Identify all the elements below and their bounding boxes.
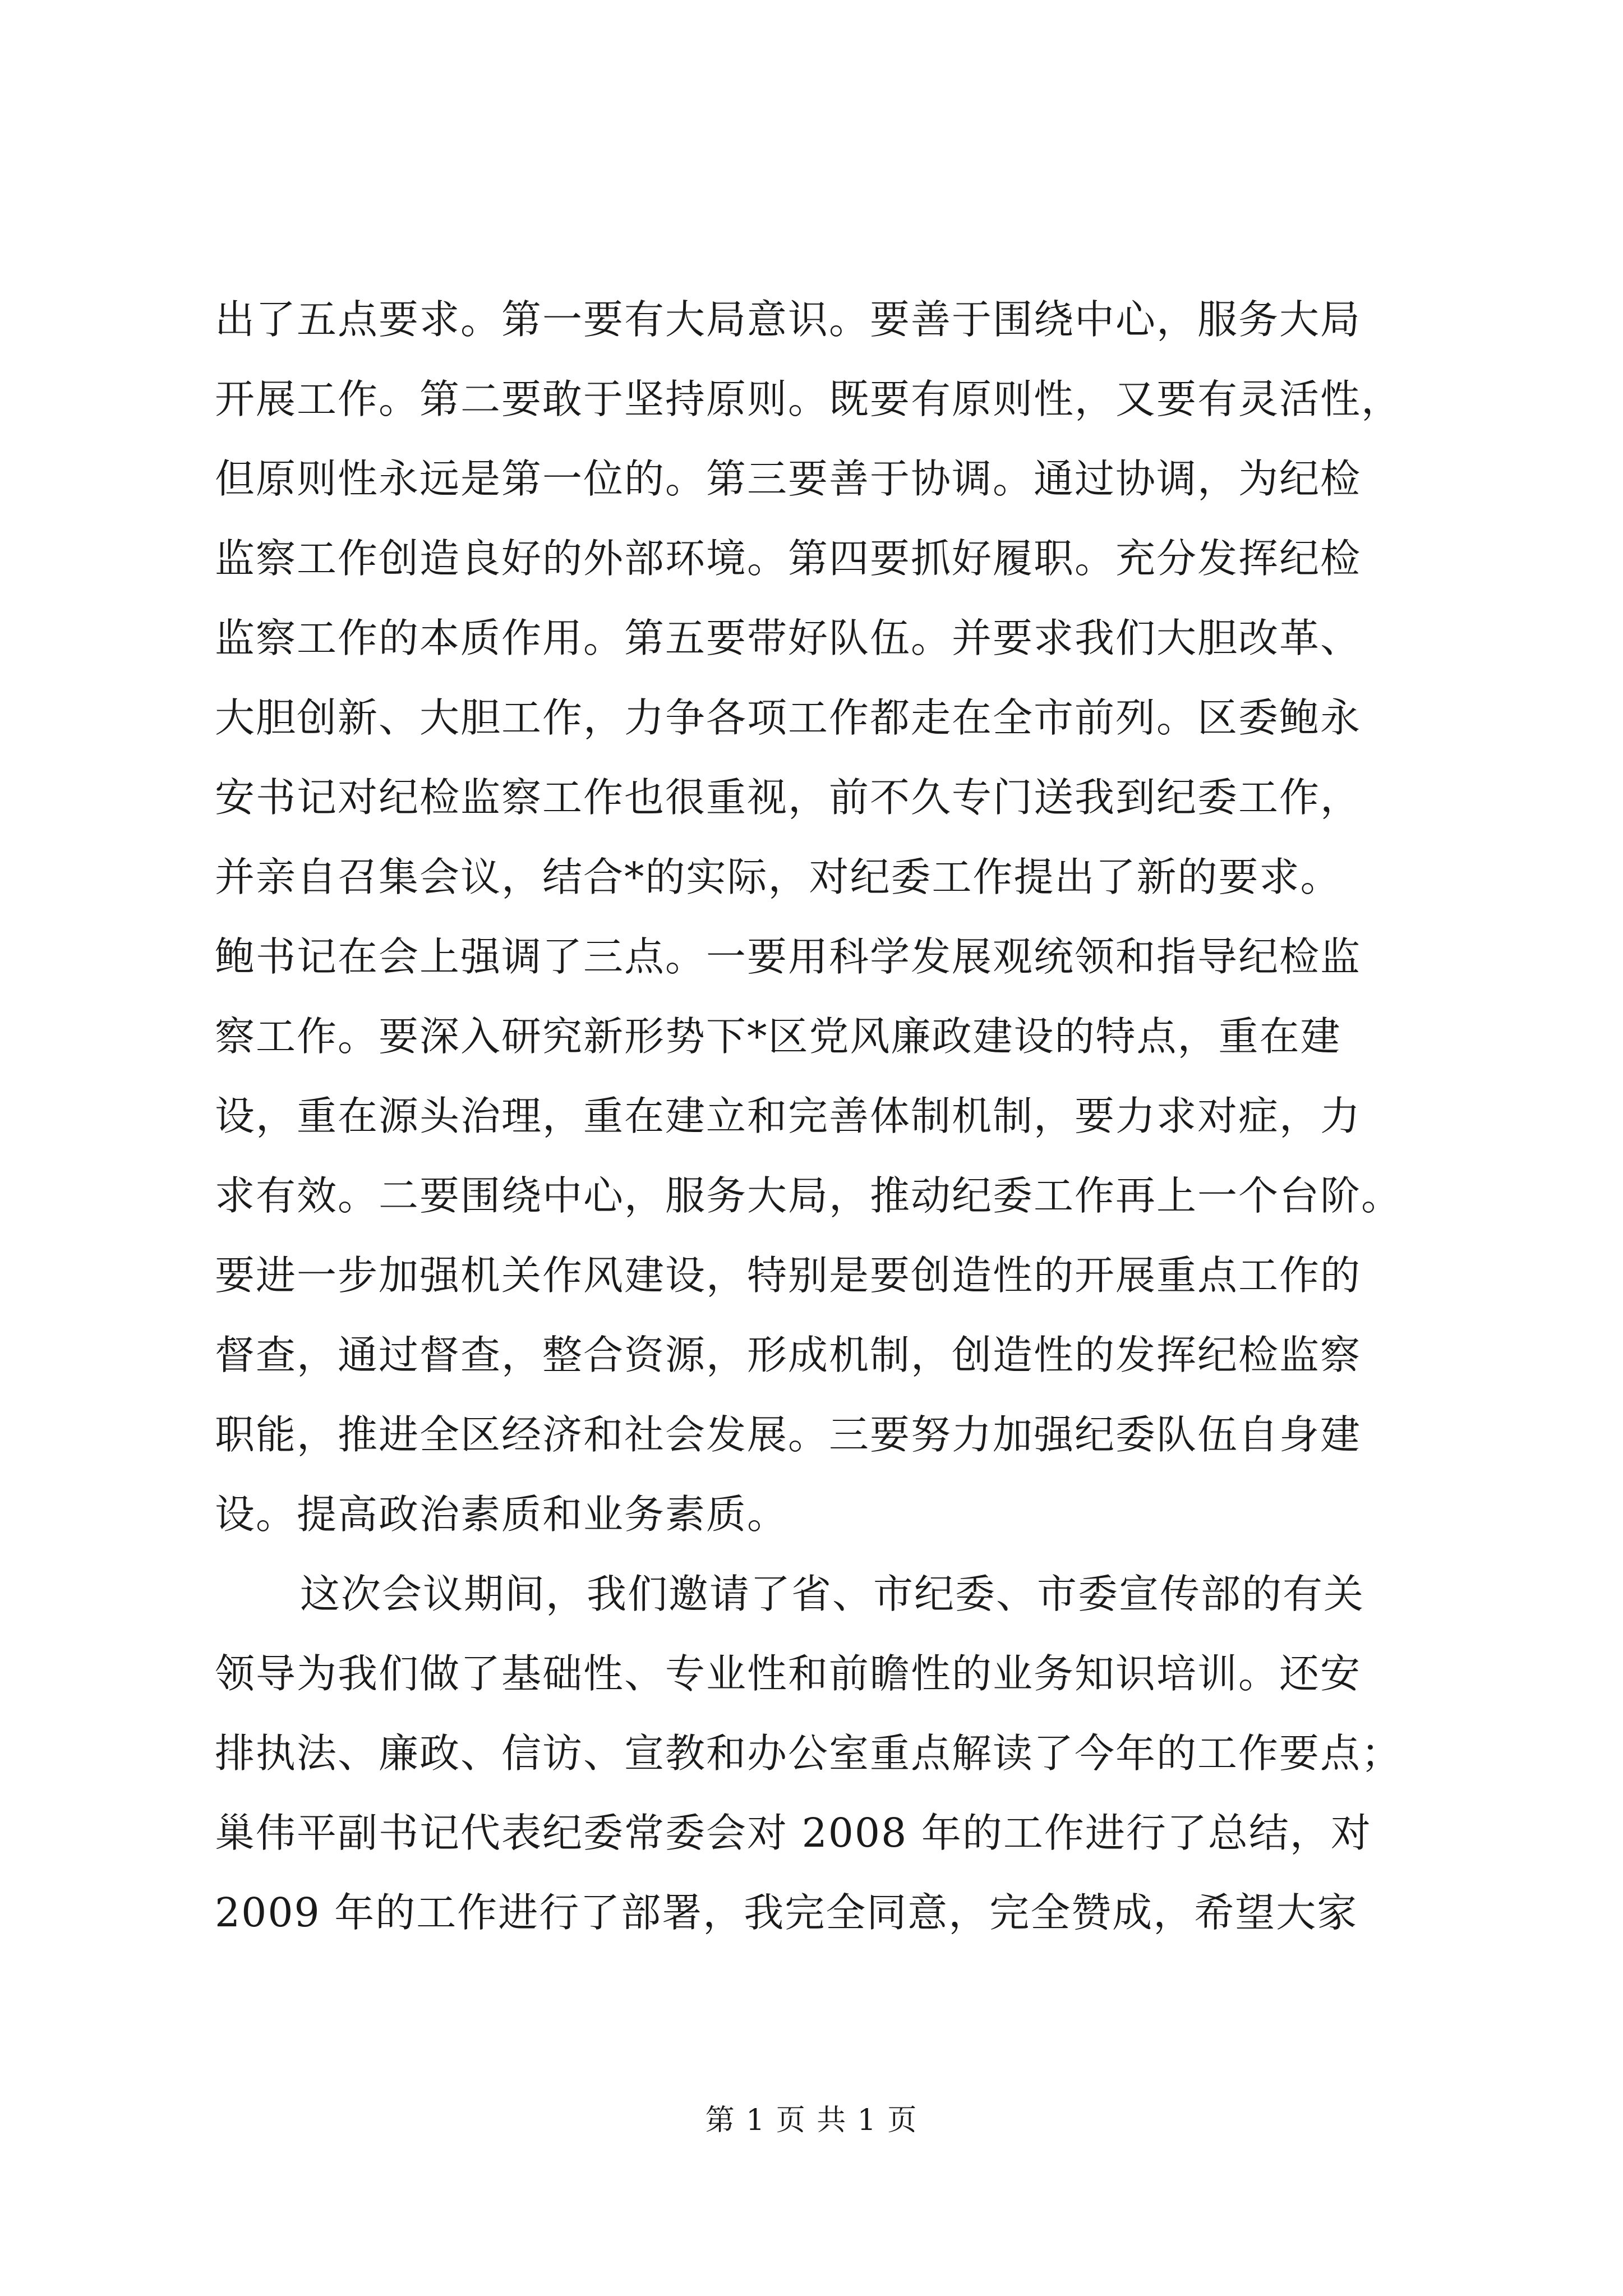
text-line: 设。提高政治素质和业务素质。 <box>215 1491 789 1538</box>
page-footer: 第 1 页 共 1 页 <box>705 2104 918 2137</box>
text-line: 巢伟平副书记代表纪委常委会对 2008 年的工作进行了总结，对 <box>215 1810 1372 1856</box>
text-line: 设，重在源头治理，重在建立和完善体制机制，要力求对症，力 <box>215 1093 1362 1139</box>
text-line: 职能，推进全区经济和社会发展。三要努力加强纪委队伍自身建 <box>215 1411 1362 1458</box>
text-line: 监察工作的本质作用。第五要带好队伍。并要求我们大胆改革、 <box>215 615 1362 661</box>
text-line: 督查，通过督查，整合资源，形成机制，创造性的发挥纪检监察 <box>215 1332 1362 1378</box>
text-line: 鲍书记在会上强调了三点。一要用科学发展观统领和指导纪检监 <box>215 933 1362 980</box>
text-line: 2009 年的工作进行了部署，我完全同意，完全赞成，希望大家 <box>215 1889 1358 1936</box>
text-line: 领导为我们做了基础性、专业性和前瞻性的业务知识培训。还安 <box>215 1650 1362 1697</box>
text-line: 但原则性永远是第一位的。第三要善于协调。通过协调，为纪检 <box>215 455 1362 502</box>
text-line: 出了五点要求。第一要有大局意识。要善于围绕中心，服务大局 <box>215 296 1362 343</box>
text-line: 大胆创新、大胆工作，力争各项工作都走在全市前列。区委鲍永 <box>215 694 1362 741</box>
text-line: 要进一步加强机关作风建设，特别是要创造性的开展重点工作的 <box>215 1252 1362 1299</box>
text-line: 排执法、廉政、信访、宣教和办公室重点解读了今年的工作要点； <box>215 1730 1403 1777</box>
paragraph-first-line: 这次会议期间，我们邀请了省、市纪委、市委宣传部的有关 <box>300 1571 1365 1617</box>
text-line: 安书记对纪检监察工作也很重视，前不久专门送我到纪委工作， <box>215 774 1362 821</box>
text-line: 开展工作。第二要敢于坚持原则。既要有原则性，又要有灵活性， <box>215 376 1403 422</box>
text-line: 求有效。二要围绕中心，服务大局，推动纪委工作再上一个台阶。 <box>215 1172 1403 1219</box>
text-line: 察工作。要深入研究新形势下*区党风廉政建设的特点，重在建 <box>215 1013 1341 1060</box>
text-line: 并亲自召集会议，结合*的实际，对纪委工作提出了新的要求。 <box>215 854 1341 900</box>
text-line: 监察工作创造良好的外部环境。第四要抓好履职。充分发挥纪检 <box>215 535 1362 582</box>
